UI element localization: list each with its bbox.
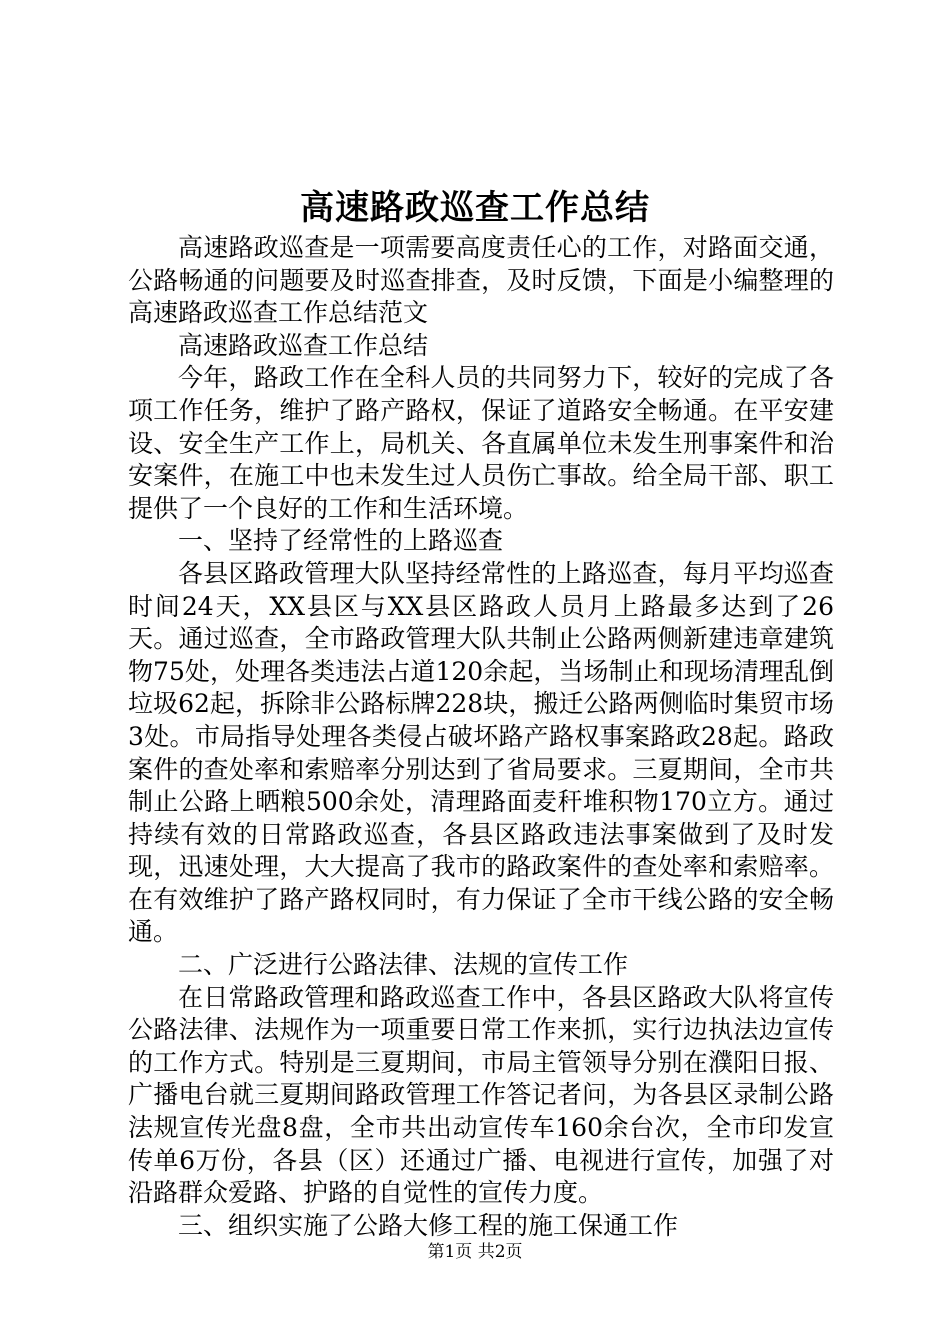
section-2-paragraph: 在日常路政管理和路政巡查工作中，各县区路政大队将宣传公路法律、法规作为一项重要日常工作来抓，实行边执法边宣传的工作方式。特别是三夏期间，市局主管领导分别在濮阳日报、广播电台就三夏期间路政管理工作答记者问，为各县区录制公路法规宣传光盘8盘，全市共出动宣传车160余台次，全市印发宣传单6万份，各县（区）还通过广播、电视进行宣传，加强了对沿路群众爱路、护路的自觉性的宣传力度。 [128,982,834,1208]
section-heading-1: 一、坚持了经常性的上路巡查 [178,526,504,556]
page-number-footer: 第1页 共2页 [427,1242,523,1262]
section-heading-2: 二、广泛进行公路法律、法规的宣传工作 [178,950,629,980]
summary-paragraph: 今年，路政工作在全科人员的共同努力下，较好的完成了各项工作任务，维护了路产路权，保证了道路安全畅通。在平安建设、安全生产工作上，局机关、各直属单位未发生刑事案件和治安案件，在施工中也未发生过人员伤亡事故。给全局干部、职工提供了一个良好的工作和生活环境。 [128,363,834,523]
section-heading-3: 三、组织实施了公路大修工程的施工保通工作 [178,1210,679,1240]
document-body [128,232,834,1242]
section-1-paragraph: 各县区路政管理大队坚持经常性的上路巡查，每月平均巡查时间24天，XX县区与XX县区路政人员月上路最多达到了26天。通过巡查，全市路政管理大队共制止公路两侧新建违章建筑物75处，处理各类违法占道120余起，当场制止和现场清理乱倒垃圾62起，拆除非公路标牌228块，搬迁公路两侧临时集贸市场3处。市局指导处理各类侵占破坏路产路权事案路政28起。路政案件的查处率和索赔率分别达到了省局要求。三夏期间，全市共制止公路上晒粮500余处，清理路面麦秆堆积物170立方。通过持续有效的日常路政巡查，各县区路政违法事案做到了及时发现，迅速处理，大大提高了我市的路政案件的查处率和索赔率。在有效维护了路产路权同时，有力保证了全市干线公路的安全畅通。 [128,558,834,947]
subtitle-paragraph: 高速路政巡查工作总结 [178,330,429,360]
document-title: 高速路政巡查工作总结 [300,188,650,228]
intro-paragraph: 高速路政巡查是一项需要高度责任心的工作，对路面交通，公路畅通的问题要及时巡查排查，及时反馈，下面是小编整理的高速路政巡查工作总结范文 [128,233,834,328]
